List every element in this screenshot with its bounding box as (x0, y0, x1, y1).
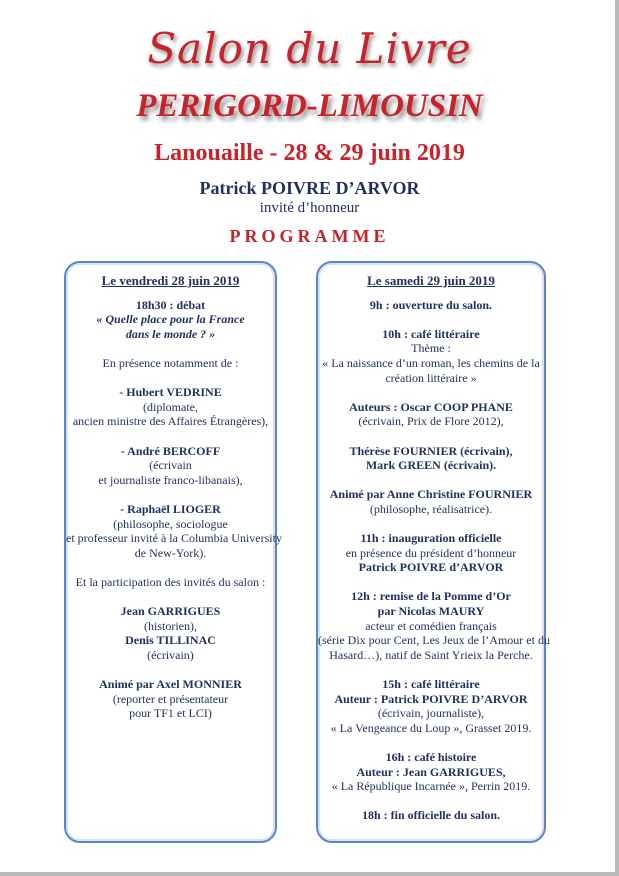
guest-of-honour-name: Patrick POIVRE D’ARVOR (199, 178, 420, 198)
schedule-line: (diplomate, (143, 399, 198, 414)
schedule-line: Thème : (411, 341, 451, 356)
saturday-day-title: Le samedi 29 juin 2019 (367, 273, 495, 288)
schedule-line: « Quelle place pour la France (96, 312, 245, 327)
spacer (318, 312, 544, 327)
schedule-line: Auteurs : Oscar COOP PHANE (349, 399, 513, 414)
schedule-line: (historien), (144, 618, 197, 633)
schedule-line: Jean GARRIGUES (120, 604, 221, 619)
schedule-line: (écrivain, journaliste), (377, 706, 485, 721)
spacer (66, 560, 275, 575)
spacer (66, 589, 275, 604)
spacer (66, 371, 275, 386)
schedule-line: (philosophe, réalisatrice). (369, 501, 493, 516)
friday-schedule (66, 297, 282, 721)
saturday-programme-box (316, 261, 550, 843)
schedule-line: 18h30 : débat (135, 297, 206, 312)
spacer (318, 429, 544, 444)
schedule-line: en présence du président d’honneur (345, 545, 517, 560)
schedule-line: En présence notamment de : (102, 355, 239, 370)
schedule-line: (philosophe, sociologue (113, 516, 228, 531)
schedule-line: - André BERCOFF (120, 443, 221, 458)
event-script-title: Salon du Livre (147, 24, 472, 73)
schedule-line: de New-York). (134, 545, 207, 560)
schedule-line: 9h : ouverture du salon. (369, 297, 493, 312)
schedule-line: (écrivain) (147, 647, 194, 662)
spacer (66, 429, 275, 444)
schedule-line: (écrivain (149, 458, 192, 473)
schedule-line: - Raphaël LIOGER (120, 501, 221, 516)
schedule-line: 10h : café littéraire (382, 326, 480, 341)
spacer (318, 473, 544, 488)
schedule-line: et professeur invité à la Columbia University (66, 531, 282, 546)
guest-of-honour-role: invité d’honneur (259, 200, 360, 216)
schedule-line: Et la participation des invités du salon : (75, 574, 266, 589)
schedule-line: Auteur : Jean GARRIGUES, (356, 764, 506, 779)
schedule-line: (série Dix pour Cent, Les Jeux de l’Amour et du (318, 633, 550, 648)
schedule-line: (reporter et présentateur (112, 691, 229, 706)
spacer (66, 341, 275, 356)
programme-heading: PROGRAMME (229, 226, 390, 246)
schedule-line: 18h : fin officielle du salon. (361, 808, 500, 823)
spacer (66, 662, 275, 677)
spacer (318, 517, 544, 532)
schedule-line: « La naissance d’un roman, les chemins de la (322, 355, 540, 370)
schedule-line: pour TF1 et LCI) (129, 706, 212, 721)
region-title: PERIGORD-LIMOUSIN (136, 88, 483, 124)
schedule-line: Hasard…), natif de Saint Yrieix la Perche. (329, 647, 533, 662)
schedule-line: Animé par Axel MONNIER (99, 677, 242, 692)
schedule-line: Animé par Anne Christine FOURNIER (329, 487, 533, 502)
schedule-line: par Nicolas MAURY (377, 604, 485, 619)
schedule-line: Auteur : Patrick POIVRE D’ARVOR (334, 691, 528, 706)
friday-day-title: Le vendredi 28 juin 2019 (101, 273, 240, 288)
schedule-line: 12h : remise de la Pomme d’Or (351, 589, 511, 604)
friday-programme-box (64, 261, 282, 843)
schedule-line: ancien ministre des Affaires Étrangères), (72, 414, 269, 429)
spacer (318, 575, 544, 590)
saturday-schedule (318, 297, 550, 823)
schedule-line: « La République Incarnée », Perrin 2019. (331, 779, 531, 794)
schedule-line: et journaliste franco-libanais), (98, 472, 243, 487)
schedule-line: 15h : café littéraire (382, 677, 480, 692)
schedule-line: acteur et comédien français (365, 618, 497, 633)
schedule-line: dans le monde ? » (125, 326, 216, 341)
spacer (318, 662, 544, 677)
schedule-line: création littéraire » (385, 370, 477, 385)
schedule-line: (écrivain, Prix de Flore 2012), (358, 414, 504, 429)
schedule-line: « La Vengeance du Loup », Grasset 2019. (330, 720, 532, 735)
spacer (318, 735, 544, 750)
schedule-line: 16h : café histoire (385, 750, 477, 764)
schedule-line: - Hubert VEDRINE (119, 385, 222, 400)
schedule-line: Patrick POIVRE d’ARVOR (358, 560, 504, 575)
spacer (318, 794, 544, 809)
schedule-line: 11h : inauguration officielle (360, 531, 502, 546)
spacer (66, 487, 275, 502)
spacer (318, 385, 544, 400)
schedule-line: Mark GREEN (écrivain). (365, 458, 497, 473)
schedule-line: Denis TILLINAC (125, 633, 216, 648)
schedule-line: Thérèse FOURNIER (écrivain), (349, 443, 513, 458)
event-dates-location: Lanouaille - 28 & 29 juin 2019 (154, 140, 465, 166)
